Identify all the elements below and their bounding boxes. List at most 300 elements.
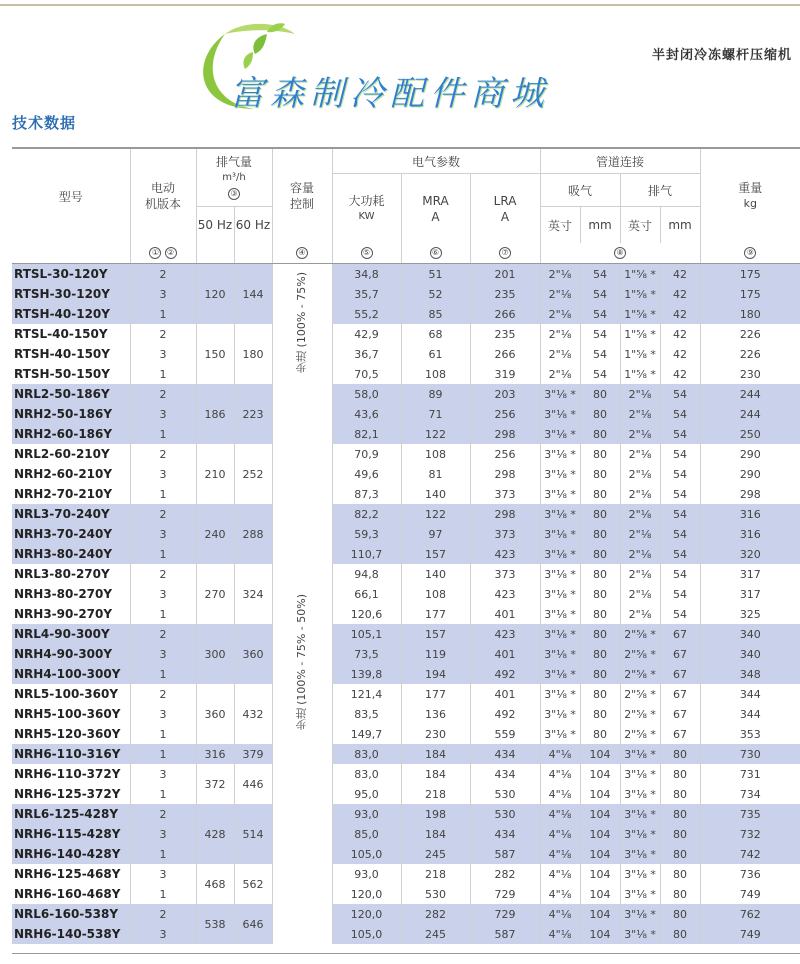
cell-suction-mm: 104 <box>580 784 620 804</box>
cell-mra: 61 <box>401 344 470 364</box>
cell-weight: 175 <box>700 284 800 304</box>
cell-weight: 731 <box>700 764 800 784</box>
cell-discharge-mm: 67 <box>660 704 700 724</box>
cell-suction-inch: 3"⅛ * <box>540 604 580 624</box>
col-capacity-control: 容量 控制 <box>272 148 332 243</box>
cell-weight: 735 <box>700 804 800 824</box>
cell-max-power: 94,8 <box>332 564 401 584</box>
cell-motor: 3 <box>130 584 196 604</box>
col-discharge-mm: mm <box>660 207 700 244</box>
cell-lra: 298 <box>470 504 540 524</box>
cell-discharge-inch: 2"⅛ <box>620 384 660 404</box>
cell-discharge-mm: 54 <box>660 484 700 504</box>
cell-discharge-mm: 54 <box>660 404 700 424</box>
cell-suction-inch: 4"⅛ <box>540 884 580 904</box>
col-mra <box>401 174 470 244</box>
cell-discharge-mm: 67 <box>660 684 700 704</box>
cell-discharge-inch: 3"⅛ * <box>620 824 660 844</box>
cell-model: NRH6-110-316Y <box>12 744 130 764</box>
pipe-ref: ⑧ <box>614 247 626 259</box>
cell-max-power: 105,0 <box>332 924 401 944</box>
cell-lra: 319 <box>470 364 540 384</box>
ref-hz50-empty <box>196 243 234 264</box>
ref-weight <box>700 243 800 264</box>
mra-label: MRA <box>422 193 449 208</box>
table-row <box>12 504 800 524</box>
cell-suction-inch: 3"⅛ * <box>540 664 580 684</box>
cell-lra: 266 <box>470 344 540 364</box>
ref-lra <box>470 243 540 264</box>
col-hz60: 60 Hz <box>234 207 272 244</box>
bottom-divider <box>12 953 800 954</box>
cell-motor: 2 <box>130 904 196 924</box>
cell-mra: 218 <box>401 864 470 884</box>
cell-suction-inch: 4"⅛ <box>540 784 580 804</box>
cell-weight: 348 <box>700 664 800 684</box>
cell-discharge-inch: 2"⅛ <box>620 424 660 444</box>
cell-weight: 742 <box>700 844 800 864</box>
cell-mra: 108 <box>401 584 470 604</box>
cell-discharge-inch: 1"⅝ * <box>620 304 660 324</box>
cell-motor: 1 <box>130 544 196 564</box>
cell-discharge-mm: 42 <box>660 304 700 324</box>
cell-suction-mm: 80 <box>580 464 620 484</box>
cell-discharge-mm: 54 <box>660 424 700 444</box>
table-row <box>12 264 800 285</box>
cell-hz50: 186 <box>196 384 234 444</box>
cell-suction-inch: 3"⅛ * <box>540 424 580 444</box>
cell-model: NRL6-125-428Y <box>12 804 130 824</box>
cell-suction-inch: 3"⅛ * <box>540 684 580 704</box>
cell-weight: 340 <box>700 644 800 664</box>
cell-suction-mm: 104 <box>580 884 620 904</box>
cell-lra: 587 <box>470 924 540 944</box>
cell-discharge-mm: 42 <box>660 344 700 364</box>
cell-max-power: 35,7 <box>332 284 401 304</box>
cell-suction-inch: 3"⅛ * <box>540 724 580 744</box>
cell-mra: 85 <box>401 304 470 324</box>
cell-discharge-inch: 2"⅛ <box>620 564 660 584</box>
table-row <box>12 804 800 824</box>
top-divider <box>0 4 800 6</box>
cell-max-power: 120,0 <box>332 884 401 904</box>
cell-hz60: 252 <box>234 444 272 504</box>
cell-motor: 3 <box>130 344 196 364</box>
col-max-power <box>332 174 401 244</box>
cell-model: RTSH-50-150Y <box>14 367 110 381</box>
cell-discharge-inch: 2"⅛ <box>620 584 660 604</box>
cell-mra: 198 <box>401 804 470 824</box>
cell-model: NRH6-125-372Y <box>14 787 121 801</box>
cell-max-power: 110,7 <box>332 544 401 564</box>
cell-discharge-mm: 54 <box>660 564 700 584</box>
cell-lra: 530 <box>470 804 540 824</box>
cell-hz60: 379 <box>234 744 272 764</box>
table-row <box>12 544 800 564</box>
cell-hz60: 223 <box>234 384 272 444</box>
cell-model: NRH5-120-360Y <box>14 727 121 741</box>
cell-suction-inch: 4"⅛ <box>540 744 580 764</box>
cell-discharge-mm: 80 <box>660 784 700 804</box>
cell-suction-mm: 54 <box>580 264 620 285</box>
cell-max-power: 34,8 <box>332 264 401 285</box>
cell-discharge-mm: 80 <box>660 884 700 904</box>
cell-discharge-inch: 1"⅝ * <box>620 264 660 285</box>
table-row <box>12 384 800 404</box>
cell-max-power: 85,0 <box>332 824 401 844</box>
col-model: 型号 <box>12 148 130 243</box>
cell-lra: 373 <box>470 564 540 584</box>
cell-max-power: 82,1 <box>332 424 401 444</box>
cell-suction-mm: 104 <box>580 924 620 944</box>
cell-weight: 317 <box>700 584 800 604</box>
col-weight <box>700 148 800 243</box>
cell-discharge-mm: 42 <box>660 324 700 344</box>
col-displacement <box>196 148 272 207</box>
group-electrical: 电气参数 <box>332 148 540 174</box>
weight-ref: ⑨ <box>744 247 756 259</box>
cell-hz60: 432 <box>234 684 272 744</box>
cell-motor: 1 <box>130 844 196 864</box>
cell-model: NRL2-60-210Y <box>14 447 110 461</box>
cell-discharge-mm: 54 <box>660 544 700 564</box>
table-body <box>12 264 800 945</box>
cell-suction-inch: 3"⅛ * <box>540 444 580 464</box>
cell-suction-mm: 80 <box>580 584 620 604</box>
cell-weight: 353 <box>700 724 800 744</box>
cell-max-power: 42,9 <box>332 324 401 344</box>
cell-suction-mm: 80 <box>580 384 620 404</box>
cell-motor: 3 <box>130 404 196 424</box>
cell-model: RTSH-40-120Y <box>12 304 130 324</box>
cell-discharge-inch: 2"⅝ * <box>620 624 660 644</box>
cell-model: RTSH-40-150Y <box>14 347 110 361</box>
table-row <box>12 864 800 884</box>
cell-suction-inch: 2"⅛ <box>540 304 580 324</box>
cell-max-power: 83,0 <box>332 764 401 784</box>
cell-discharge-inch: 3"⅛ * <box>620 864 660 884</box>
table-row <box>12 624 800 644</box>
cell-motor: 3 <box>130 284 196 304</box>
cell-max-power: 139,8 <box>332 664 401 684</box>
cell-motor: 1 <box>130 884 196 904</box>
cell-motor: 2 <box>130 444 196 464</box>
cell-suction-mm: 54 <box>580 364 620 384</box>
cell-motor: 3 <box>130 704 196 724</box>
cell-suction-inch: 3"⅛ * <box>540 644 580 664</box>
cell-suction-mm: 80 <box>580 544 620 564</box>
cell-max-power: 93,0 <box>332 804 401 824</box>
cell-discharge-mm: 54 <box>660 384 700 404</box>
col-motor-version: 电动 机版本 <box>130 148 196 243</box>
cell-mra: 157 <box>401 544 470 564</box>
cell-max-power: 93,0 <box>332 864 401 884</box>
table-row <box>12 704 800 724</box>
cell-suction-inch: 2"⅛ <box>540 324 580 344</box>
cell-mra: 184 <box>401 744 470 764</box>
cell-suction-mm: 80 <box>580 564 620 584</box>
cell-weight: 317 <box>700 564 800 584</box>
cell-capacity-control <box>272 384 332 944</box>
cell-discharge-mm: 54 <box>660 604 700 624</box>
cell-motor: 1 <box>130 664 196 684</box>
cell-suction-inch: 3"⅛ * <box>540 404 580 424</box>
cell-lra: 282 <box>470 864 540 884</box>
cell-suction-inch: 4"⅛ <box>540 804 580 824</box>
col-discharge-inch: 英寸 <box>620 207 660 244</box>
cell-mra: 51 <box>401 264 470 285</box>
cell-weight: 732 <box>700 824 800 844</box>
section-title: 技术数据 <box>12 114 77 132</box>
cell-discharge-mm: 80 <box>660 764 700 784</box>
cell-suction-inch: 3"⅛ * <box>540 464 580 484</box>
cell-model: NRH4-90-300Y <box>12 644 130 664</box>
cell-hz50: 120 <box>196 264 234 325</box>
cell-discharge-inch: 2"⅛ <box>620 404 660 424</box>
table-row <box>12 604 800 624</box>
cell-weight: 290 <box>700 444 800 464</box>
cell-mra: 122 <box>401 504 470 524</box>
table-row <box>12 284 800 304</box>
ref-max-power <box>332 243 401 264</box>
cell-weight: 762 <box>700 904 800 924</box>
cell-weight: 734 <box>700 784 800 804</box>
cell-discharge-mm: 80 <box>660 844 700 864</box>
cell-discharge-inch: 2"⅝ * <box>620 644 660 664</box>
cell-suction-mm: 104 <box>580 804 620 824</box>
cell-mra: 184 <box>401 764 470 784</box>
displacement-ref: ③ <box>228 188 240 200</box>
cell-weight: 325 <box>700 604 800 624</box>
cell-model: NRH5-100-360Y <box>14 707 121 721</box>
table-row <box>12 444 800 464</box>
cell-max-power: 120,6 <box>332 604 401 624</box>
product-line-title: 半封闭冷冻螺杆压缩机 <box>651 48 792 63</box>
cell-discharge-inch: 3"⅛ * <box>620 924 660 944</box>
cell-discharge-inch: 3"⅛ * <box>620 744 660 764</box>
cell-max-power: 36,7 <box>332 344 401 364</box>
cell-mra: 71 <box>401 404 470 424</box>
cell-model: NRL4-90-300Y <box>12 624 130 644</box>
cell-mra: 97 <box>401 524 470 544</box>
cell-discharge-inch: 2"⅛ <box>620 544 660 564</box>
cell-motor: 2 <box>130 804 196 824</box>
table-row <box>12 664 800 684</box>
cell-hz60: 360 <box>234 624 272 684</box>
cell-max-power: 105,1 <box>332 624 401 644</box>
cell-lra: 373 <box>470 524 540 544</box>
cell-weight: 180 <box>700 304 800 324</box>
cell-motor: 1 <box>130 744 196 764</box>
cell-hz50: 372 <box>196 764 234 804</box>
table-row <box>12 484 800 504</box>
cell-mra: 184 <box>401 824 470 844</box>
cell-hz50: 316 <box>196 744 234 764</box>
cell-suction-inch: 3"⅛ * <box>540 584 580 604</box>
col-lra <box>470 174 540 244</box>
col-suction-mm: mm <box>580 207 620 244</box>
cell-discharge-mm: 54 <box>660 584 700 604</box>
cell-discharge-inch: 1"⅝ * <box>620 284 660 304</box>
cell-mra: 81 <box>401 464 470 484</box>
cell-discharge-mm: 54 <box>660 464 700 484</box>
cell-motor: 3 <box>130 524 196 544</box>
cell-mra: 108 <box>401 444 470 464</box>
cell-weight: 736 <box>700 864 800 884</box>
cell-suction-inch: 3"⅛ * <box>540 704 580 724</box>
cell-max-power: 70,5 <box>332 364 401 384</box>
cell-suction-inch: 3"⅛ * <box>540 564 580 584</box>
cell-lra: 256 <box>470 444 540 464</box>
cell-model: NRH2-60-186Y <box>12 424 130 444</box>
cell-lra: 298 <box>470 464 540 484</box>
cell-mra: 177 <box>401 604 470 624</box>
cell-suction-inch: 2"⅛ <box>540 284 580 304</box>
cell-motor: 3 <box>130 924 196 944</box>
table-row <box>12 344 800 364</box>
cell-hz50: 240 <box>196 504 234 564</box>
cell-motor: 2 <box>130 504 196 524</box>
cell-discharge-mm: 67 <box>660 724 700 744</box>
cell-suction-inch: 3"⅛ * <box>540 524 580 544</box>
cell-motor: 1 <box>130 484 196 504</box>
cell-weight: 344 <box>700 704 800 724</box>
cell-weight: 230 <box>700 364 800 384</box>
cell-mra: 157 <box>401 624 470 644</box>
ref-hz60-empty <box>234 243 272 264</box>
cell-max-power: 59,3 <box>332 524 401 544</box>
cell-mra: 194 <box>401 664 470 684</box>
max-power-unit: KW <box>358 210 375 222</box>
cell-motor: 1 <box>130 304 196 324</box>
cell-mra: 530 <box>401 884 470 904</box>
table-row <box>12 324 800 344</box>
table-row <box>12 404 800 424</box>
cell-mra: 218 <box>401 784 470 804</box>
cell-max-power: 121,4 <box>332 684 401 704</box>
cell-suction-mm: 104 <box>580 904 620 924</box>
table-row <box>12 764 800 784</box>
cell-weight: 730 <box>700 744 800 764</box>
cell-suction-mm: 80 <box>580 724 620 744</box>
cell-suction-mm: 54 <box>580 344 620 364</box>
capacity-control-text: 步进 (100% - 75%) <box>295 272 309 373</box>
cell-max-power: 55,2 <box>332 304 401 324</box>
cell-mra: 136 <box>401 704 470 724</box>
cell-mra: 245 <box>401 844 470 864</box>
table-row <box>12 724 800 744</box>
cell-suction-inch: 2"⅛ <box>540 344 580 364</box>
cell-discharge-mm: 54 <box>660 444 700 464</box>
cell-hz50: 428 <box>196 804 234 864</box>
ref-mra <box>401 243 470 264</box>
cell-discharge-mm: 54 <box>660 504 700 524</box>
cell-discharge-inch: 2"⅝ * <box>620 664 660 684</box>
cell-lra: 266 <box>470 304 540 324</box>
cell-max-power: 82,2 <box>332 504 401 524</box>
cell-hz60: 324 <box>234 564 272 624</box>
cell-discharge-mm: 54 <box>660 524 700 544</box>
motor-ref-1: ① <box>149 247 161 259</box>
cell-discharge-mm: 67 <box>660 644 700 664</box>
logo-text: 富森制冷配件商城 <box>230 74 550 114</box>
cell-weight: 290 <box>700 464 800 484</box>
cell-lra: 256 <box>470 404 540 424</box>
cell-weight: 250 <box>700 424 800 444</box>
cell-motor: 3 <box>130 824 196 844</box>
cell-model: RTSL-40-150Y <box>14 327 108 341</box>
tech-data-table <box>12 147 800 944</box>
cell-suction-mm: 104 <box>580 824 620 844</box>
cell-lra: 434 <box>470 824 540 844</box>
cell-weight: 316 <box>700 504 800 524</box>
cell-lra: 423 <box>470 544 540 564</box>
cell-suction-mm: 80 <box>580 624 620 644</box>
cell-motor: 1 <box>130 604 196 624</box>
weight-unit: kg <box>743 197 757 210</box>
table-row <box>12 924 800 944</box>
capacity-ref: ④ <box>296 247 308 259</box>
table-row <box>12 824 800 844</box>
cell-suction-inch: 4"⅛ <box>540 764 580 784</box>
cell-mra: 89 <box>401 384 470 404</box>
cell-lra: 559 <box>470 724 540 744</box>
cell-mra: 108 <box>401 364 470 384</box>
cell-lra: 235 <box>470 284 540 304</box>
cell-model: NRH2-60-210Y <box>14 467 113 481</box>
cell-suction-mm: 80 <box>580 644 620 664</box>
cell-suction-mm: 80 <box>580 604 620 624</box>
cell-discharge-inch: 1"⅝ * <box>620 364 660 384</box>
cell-mra: 230 <box>401 724 470 744</box>
cell-max-power: 70,9 <box>332 444 401 464</box>
cell-suction-mm: 80 <box>580 484 620 504</box>
cell-suction-mm: 80 <box>580 444 620 464</box>
cell-motor: 2 <box>130 564 196 584</box>
cell-discharge-mm: 42 <box>660 364 700 384</box>
cell-suction-mm: 54 <box>580 284 620 304</box>
cell-motor: 1 <box>130 784 196 804</box>
table-row <box>12 784 800 804</box>
cell-weight: 340 <box>700 624 800 644</box>
cell-suction-inch: 4"⅛ <box>540 924 580 944</box>
cell-lra: 235 <box>470 324 540 344</box>
cell-suction-mm: 80 <box>580 424 620 444</box>
table-row <box>12 304 800 324</box>
cell-mra: 68 <box>401 324 470 344</box>
col-suction-inch: 英寸 <box>540 207 580 244</box>
cell-discharge-mm: 42 <box>660 264 700 285</box>
cell-capacity-control <box>272 264 332 385</box>
cell-model: NRH6-125-468Y <box>14 867 121 881</box>
cell-lra: 423 <box>470 584 540 604</box>
cell-model: NRL6-160-538Y <box>12 904 130 924</box>
max-power-ref: ⑤ <box>361 247 373 259</box>
cell-motor: 1 <box>130 724 196 744</box>
cell-discharge-inch: 1"⅝ * <box>620 324 660 344</box>
cell-weight: 244 <box>700 404 800 424</box>
cell-suction-inch: 2"⅛ <box>540 364 580 384</box>
cell-model: RTSH-30-120Y <box>12 284 130 304</box>
cell-model: NRH6-140-428Y <box>12 844 130 864</box>
cell-hz50: 210 <box>196 444 234 504</box>
cell-max-power: 73,5 <box>332 644 401 664</box>
cell-lra: 729 <box>470 884 540 904</box>
cell-model: NRH6-110-372Y <box>14 767 121 781</box>
cell-lra: 401 <box>470 604 540 624</box>
cell-model: NRL3-80-270Y <box>14 567 110 581</box>
cell-max-power: 149,7 <box>332 724 401 744</box>
